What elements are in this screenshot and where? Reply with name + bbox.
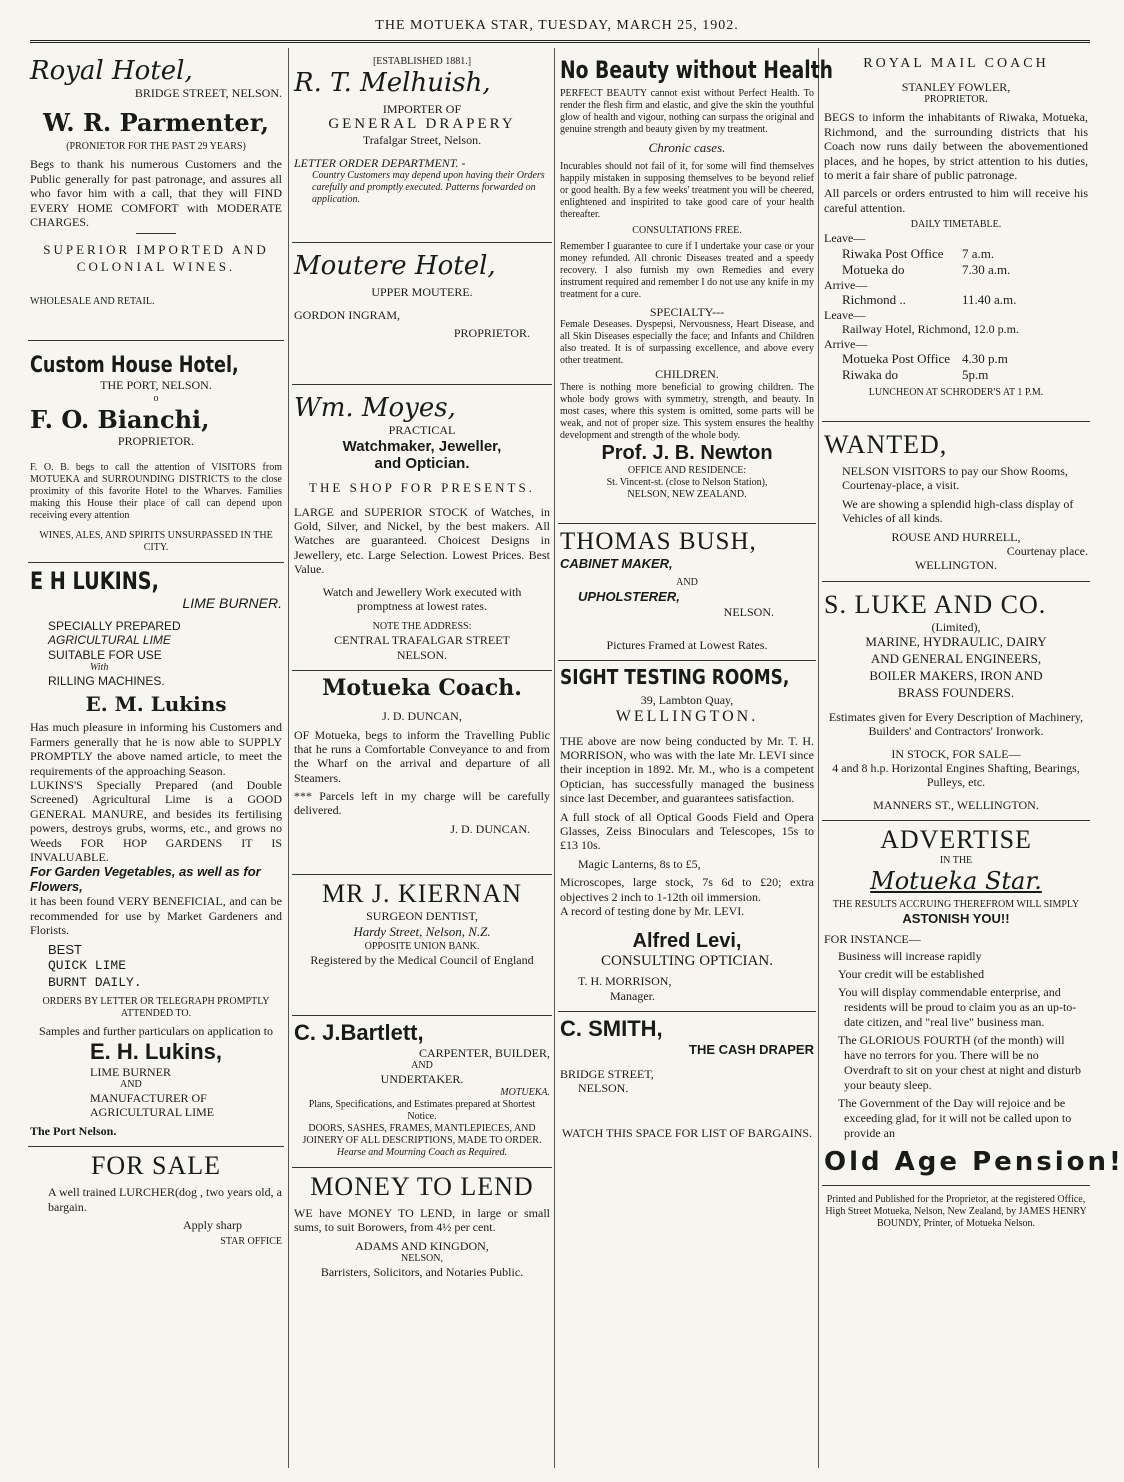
column-1 xyxy=(28,52,284,1472)
royal-hotel-title: Royal Hotel, xyxy=(30,56,193,86)
bartlett-place: MOTUEKA. xyxy=(500,1086,550,1098)
newton-p4: Female Deseases. Dyspepsi, Nervousness, Heart Disease, and all Skin Diseases especially the face; and Infants and Children also treated. It is of surpassing excellence, and above every other treatment. xyxy=(560,319,814,367)
wanted-firm: ROUSE AND HURRELL, xyxy=(891,529,1021,544)
sight-ad xyxy=(558,661,816,1012)
money-city: NELSON, xyxy=(401,1252,443,1264)
bartlett-title: C. J.Bartlett, xyxy=(294,1019,424,1045)
melhuish-address: Trafalgar Street, Nelson. xyxy=(362,133,482,148)
moutere-ad xyxy=(292,243,552,385)
luke-title: S. LUKE AND CO. xyxy=(824,589,1047,619)
bartlett-doors: DOORS, SASHES, FRAMES, MANTLEPIECES, AND JOINERY OF ALL DESCRIPTIONS, MADE TO ORDER. xyxy=(302,1122,542,1146)
moyes-ad xyxy=(292,385,552,671)
bush-title: THOMAS BUSH, xyxy=(560,527,757,555)
masthead: THE MOTUEKA STAR, TUESDAY, MARCH 25, 1902. xyxy=(375,18,739,33)
wanted-city: WELLINGTON. xyxy=(914,558,998,573)
imprint xyxy=(822,1186,1090,1238)
column-divider xyxy=(818,48,819,1468)
royal-hotel-wines: SUPERIOR IMPORTED AND COLONIAL WINES. xyxy=(43,242,269,275)
newton-office: OFFICE AND RESIDENCE: xyxy=(627,464,747,476)
lukins-f2: AND xyxy=(120,1079,142,1090)
lukins-sub: LIME BURNER. xyxy=(182,594,282,611)
bartlett-ad xyxy=(292,1016,552,1168)
newton-p2: Incurables should not fail of it, for some will find themselves happily mistaken in supposing themselves to be beyond relief or good health. By a few weeks' treatment you will be cheered, enlightened and inspirited to take good care of your health thereafter. xyxy=(560,160,814,220)
melhuish-est: [ESTABLISHED 1881.] xyxy=(372,56,472,67)
sight-addr: 39, Lambton Quay, xyxy=(640,693,734,708)
melhuish-importer: IMPORTER OF xyxy=(382,102,462,116)
custom-house-body: F. O. B. begs to call the attention of VISITORS from MOTUEKA and SURROUNDING DISTRICTS to the close proximity of this favorite Hotel to the Wharves. Families making this House their place of call can depend upon receiving every attention xyxy=(30,461,282,521)
moutere-title: Moutere Hotel, xyxy=(294,251,496,282)
newton-specialty: SPECIALTY--- xyxy=(649,304,725,319)
newton-p5: There is nothing more beneficial to growing children. The whole body grows with symmetry, strength, and beauty. In most cases, where this system is omitted, some parts will be weak, and not of proper size. This system ensures the healthy development and strength of the whole body. xyxy=(560,381,814,441)
coach-name: J. D. DUNCAN, xyxy=(382,709,462,724)
custom-house-title: Custom House Hotel, xyxy=(30,353,239,379)
advertise-paper: Motueka Star. xyxy=(870,867,1042,896)
bush-role1: CABINET MAKER, xyxy=(560,555,673,571)
sight-mgr-role: Manager. xyxy=(610,988,655,1003)
smith-sub: THE CASH DRAPER xyxy=(689,1042,814,1058)
for-sale-body: A well trained LURCHER(dog , two years old, a bargain. xyxy=(48,1185,282,1214)
wanted-p1: NELSON VISITORS to pay our Show Rooms, Courtenay-place, a visit. xyxy=(842,464,1068,493)
moutere-place: UPPER MOUTERE. xyxy=(371,285,473,300)
tt-row: Richmond .. 11.40 a.m. xyxy=(842,291,1017,307)
smith-addr: BRIDGE STREET, xyxy=(560,1066,654,1081)
list-item: The Government of the Day will rejoice and be exceeding glad, for it will not be called upon to provide an xyxy=(838,1096,1072,1141)
lukins-best3: BURNT DAILY. xyxy=(48,975,142,991)
melhuish-drapery: GENERAL DRAPERY xyxy=(328,116,516,133)
bush-ad xyxy=(558,524,816,662)
luke-stock: IN STOCK, FOR SALE— xyxy=(891,746,1021,761)
royal-hotel-body: Begs to thank his numerous Customers and the Public generally for past patronage, and assures all who favor him with a call, that they will FIND EVERY HOME COMFORT with MODERATE CHARGES. xyxy=(30,157,282,229)
lukins-body3: it has been found VERY BENEFICIAL, and can be recommended for use by Market Gardeners and Florists. xyxy=(30,894,282,938)
bianchi-role: PROPRIETOR. xyxy=(117,433,195,448)
kiernan-role: SURGEON DENTIST, xyxy=(366,909,478,924)
bartlett-role2: UNDERTAKER. xyxy=(380,1072,464,1087)
custom-house-address: THE PORT, NELSON. xyxy=(100,378,212,393)
moyes-shop: THE SHOP FOR PRESENTS. xyxy=(309,479,535,495)
column-4 xyxy=(822,52,1124,1472)
lukins-l2: AGRICULTURAL LIME xyxy=(48,633,171,648)
advertise-instance: FOR INSTANCE— xyxy=(824,932,921,946)
newton-p3: Remember I guarantee to cure if I undertake your case or your money refunded. All chronic Diseases treated and a speedy recovery. I also furnish my own Remedies and every instrument required and remember I do not use any knife in my treatment for a cure. xyxy=(560,240,814,300)
mail-p1: BEGS to inform the inhabitants of Riwaka, Motueka, Richmond, and the surrounding districts that his Coach now runs daily between the abovementioned places, and he hopes, by strict attention to his duties, to merit a fair share of public patronage. xyxy=(824,110,1088,182)
luke-engines: 4 and 8 h.p. Horizontal Engines Shafting, Bearings, Pulleys, etc. xyxy=(832,760,1080,790)
tt-row: Railway Hotel, Richmond, 12.0 p.m. xyxy=(842,322,1019,337)
money-title: MONEY TO LEND xyxy=(310,1171,534,1201)
mail-p2: All parcels or orders entrusted to him will receive his careful attention. xyxy=(824,186,1088,215)
masthead-rule xyxy=(30,40,1090,43)
parmenter-name: W. R. Parmenter, xyxy=(43,108,269,138)
moyes-trade2: and Optician. xyxy=(374,454,470,472)
kiernan-ad xyxy=(292,875,552,1016)
wanted-p2: We are showing a splendid high-class display of Vehicles of all kinds. xyxy=(842,496,1074,526)
lukins-body2: LUKINS'S Specially Prepared (and Double Screened) Agricultural Lime is a GOOD GENERAL MANURE, and besides its fertilising powers, destroys grubs, worms, etc., and grows no Weeds FOR HOP GARDENS IT IS INVALUABLE. xyxy=(30,778,282,864)
for-sale-title: FOR SALE xyxy=(90,1151,222,1181)
tt-row: Motueka do 7.30 a.m. xyxy=(842,261,1011,277)
royal-hotel-ad xyxy=(28,52,284,341)
custom-house-sep: o xyxy=(153,392,159,404)
sight-p1: THE above are now being conducted by Mr. T. H. MORRISON, who was with the late Mr. LEVI since their inception in 1892. Mr. M., who is a competent Optician, has successfully managed the business since last December, and guarantees satisfaction. xyxy=(560,733,814,806)
bush-pictures: Pictures Framed at Lowest Rates. xyxy=(606,637,768,652)
moyes-repair: Watch and Jewellery Work executed with promptness at lowest rates. xyxy=(322,584,522,613)
money-firm: ADAMS AND KINGDON, xyxy=(355,1238,489,1253)
timetable xyxy=(824,231,1088,383)
list-item: You will display commendable enterprise, and residents will be proud to claim you as an up-to-date citizen, and "real live" business man. xyxy=(838,985,1077,1030)
moutere-role: PROPRIETOR. xyxy=(453,325,530,340)
luke-l2: AND GENERAL ENGINEERS, xyxy=(870,651,1042,667)
advertise-list xyxy=(824,949,1088,1141)
lukins-port: The Port Nelson. xyxy=(30,1123,117,1138)
mail-tt-title: DAILY TIMETABLE. xyxy=(910,219,1002,231)
money-roles: Barristers, Solicitors, and Notaries Public. xyxy=(320,1264,524,1279)
em-lukins-name: E. M. Lukins xyxy=(85,692,227,717)
bartlett-hearse: Hearse and Mourning Coach as Required. xyxy=(336,1146,508,1158)
bartlett-role1: CARPENTER, BUILDER, xyxy=(418,1045,550,1060)
advertise-astonish: ASTONISH YOU!! xyxy=(902,911,1010,927)
royal-hotel-address: BRIDGE STREET, NELSON. xyxy=(134,86,282,100)
lukins-l3: SUITABLE FOR USE xyxy=(48,647,162,662)
lukins-body1: Has much pleasure in informing his Customers and Farmers generally that he is now able to SUPPLY PROMPTLY the above named article, to meet the requirements of the approaching Season. xyxy=(30,720,282,778)
list-item: Your credit will be established xyxy=(838,967,985,982)
luke-ltd: (Limited), xyxy=(931,619,981,634)
coach-title: Motueka Coach. xyxy=(322,675,522,702)
lukins-f3: MANUFACTURER OF xyxy=(90,1091,207,1105)
kiernan-street: Hardy Street, Nelson, N.Z. xyxy=(353,923,491,939)
lukins-best2: QUICK LIME xyxy=(48,958,127,974)
sight-p5: A record of testing done by Mr. LEVI. xyxy=(560,903,745,918)
lukins-garden: For Garden Vegetables, as well as for Flowers, xyxy=(30,864,261,895)
lukins-best1: BEST xyxy=(48,941,82,957)
lukins-f4: AGRICULTURAL LIME xyxy=(90,1105,215,1120)
newton-addr: St. Vincent-st. (close to Nelson Station), xyxy=(606,476,768,488)
luke-l1: MARINE, HYDRAULIC, DAIRY xyxy=(865,634,1047,650)
tt-arrive1: Arrive— xyxy=(824,277,868,292)
melhuish-title: R. T. Melhuish, xyxy=(294,68,491,98)
newton-chronic: Chronic cases. xyxy=(648,140,726,155)
lukins-samples: Samples and further particulars on application to xyxy=(39,1024,273,1039)
newton-children: CHILDREN. xyxy=(655,367,719,382)
wanted-ad xyxy=(822,422,1090,582)
bush-role2: UPHOLSTERER, xyxy=(578,588,680,604)
tt-row: Motueka Post Office 4.30 p.m xyxy=(842,351,1008,367)
lukins-l5: RILLING MACHINES. xyxy=(48,674,165,689)
money-ad xyxy=(292,1168,552,1288)
sight-title: SIGHT TESTING ROOMS, xyxy=(560,665,790,690)
newton-consult: CONSULTATIONS FREE. xyxy=(632,224,742,236)
newton-city: NELSON, NEW ZEALAND. xyxy=(627,488,747,500)
luke-est: Estimates given for Every Description of Machinery, xyxy=(828,709,1084,724)
tt-row: Riwaka do 5p.m xyxy=(842,367,989,383)
bartlett-plans: Plans, Specifications, and Estimates prepared at Shortest Notice. xyxy=(308,1098,536,1122)
parmenter-sub: (PRONIETOR FOR THE PAST 29 YEARS) xyxy=(66,141,246,153)
tt-leave2: Leave— xyxy=(824,307,866,322)
smith-title: C. SMITH, xyxy=(560,1016,663,1042)
moyes-note: NOTE THE ADDRESS: xyxy=(372,621,472,633)
coach-sign: J. D. DUNCAN. xyxy=(450,821,530,836)
moutere-owner: GORDON INGRAM, xyxy=(294,307,401,322)
lukins-f1: LIME BURNER xyxy=(90,1064,171,1079)
column-3 xyxy=(558,52,833,1472)
luke-builders: Builders' and Contractors' Ironwork. xyxy=(868,724,1044,739)
custom-house-ad xyxy=(28,341,284,563)
list-item: The GLORIOUS FOURTH (of the month) will have no terrors for you. There will be no Overdraft to sit on your chest at night and disturb your beauty sleep. xyxy=(838,1033,1081,1093)
moyes-stock: LARGE and SUPERIOR STOCK of Watches, in Gold, Silver, and Nickel, by the best makers. All Watches are guaranteed. Choicest Designs in Jewellery, etc. Large Selection. Lowest Prices. Best Value. xyxy=(294,504,550,577)
newton-p1: PERFECT BEAUTY cannot exist without Perfect Health. To render the flesh firm and elastic, and give the skin the youthful glow of health and vigour, nothing can surpass the original and genuine strength and beauty given by my treatment. xyxy=(560,88,814,135)
bush-city: NELSON. xyxy=(723,605,774,620)
for-sale-apply: Apply sharp xyxy=(183,1217,242,1232)
mail-title: ROYAL MAIL COACH xyxy=(863,56,1049,71)
kiernan-title: MR J. KIERNAN xyxy=(321,879,523,909)
mail-name: STANLEY FOWLER, xyxy=(901,80,1011,94)
wanted-place: Courtenay place. xyxy=(1006,544,1088,559)
newton-name: Prof. J. B. Newton xyxy=(601,441,773,464)
newton-ad xyxy=(558,52,833,524)
melhuish-ad xyxy=(292,52,552,243)
luke-addr: MANNERS ST., WELLINGTON. xyxy=(873,797,1039,812)
coach-body: OF Motueka, begs to inform the Travelling Public that he runs a Comfortable Conveyance to and from the Wharf on the arrival and departure of all Steamers. xyxy=(294,727,550,785)
advertise-ad xyxy=(822,821,1124,1186)
sight-p3: Magic Lanterns, 8s to £5, xyxy=(578,856,701,871)
bush-and: AND xyxy=(676,576,698,588)
column-divider xyxy=(554,48,555,1468)
eh-lukins-name: E. H. Lukins, xyxy=(89,1038,223,1064)
sight-p2: A full stock of all Optical Goods Field and Opera Glasses, Zeiss Binoculars and Telescopes, 15s to £13 10s. xyxy=(560,809,814,853)
column-2 xyxy=(292,52,552,1472)
luke-ad xyxy=(822,582,1090,821)
lukins-ad xyxy=(28,563,284,1147)
bartlett-and: AND xyxy=(411,1060,433,1072)
column-divider xyxy=(288,48,289,1468)
for-sale-office: STAR OFFICE xyxy=(220,1236,282,1248)
coach-parcels: *** Parcels left in my charge will be carefully delivered. xyxy=(294,789,550,818)
luke-l3: BOILER MAKERS, IRON AND xyxy=(869,667,1043,683)
tt-arrive2: Arrive— xyxy=(824,336,868,351)
levi-role: CONSULTING OPTICIAN. xyxy=(601,953,773,970)
sight-mgr: T. H. MORRISON, xyxy=(578,974,672,989)
sight-p4: Microscopes, large stock, 7s 6d to £20; extra objectives 2 inch to 1-12th oil immersion. xyxy=(560,875,814,904)
bianchi-name: F. O. Bianchi, xyxy=(30,404,210,434)
advertise-title: ADVERTISE xyxy=(880,825,1032,855)
lukins-l4: With xyxy=(90,662,109,674)
wanted-title: WANTED, xyxy=(824,430,948,460)
kiernan-reg: Registered by the Medical Council of England xyxy=(310,952,534,967)
lukins-l1: SPECIALLY PREPARED xyxy=(48,618,181,633)
custom-house-wines: WINES, ALES, AND SPIRITS UNSURPASSED IN THE CITY. xyxy=(39,529,273,553)
for-sale-ad xyxy=(28,1147,284,1256)
mail-role: PROPRIETOR. xyxy=(924,94,988,106)
coach-ad xyxy=(292,671,552,875)
levi-name: Alfred Levi, xyxy=(632,930,742,953)
lukins-orders: ORDERS BY LETTER OR TELEGRAPH PROMPTLY ATTENDED TO. xyxy=(42,996,270,1020)
money-body: WE have MONEY TO LEND, in large or small sums, to suit Borowers, from 4½ per cent. xyxy=(294,1205,550,1235)
lukins-title: E H LUKINS, xyxy=(30,566,159,595)
mail-coach-ad xyxy=(822,52,1090,422)
divider xyxy=(136,233,176,234)
sight-city: WELLINGTON. xyxy=(615,707,759,725)
smith-ad xyxy=(558,1012,816,1148)
mail-lunch: LUNCHEON AT SCHRODER'S AT 1 P.M. xyxy=(868,387,1044,399)
luke-l4: BRASS FOUNDERS. xyxy=(897,684,1015,700)
melhuish-dept: LETTER ORDER DEPARTMENT. - xyxy=(294,155,466,170)
melhuish-dept-body: Country Customers may depend upon having their Orders carefully and promptly executed. Patterns forwarded on application. xyxy=(312,170,545,206)
newton-headline: No Beauty without Health xyxy=(560,56,833,84)
moyes-practical: PRACTICAL xyxy=(388,423,456,438)
tt-row: Riwaka Post Office 7 a.m. xyxy=(842,245,995,261)
advertise-in: IN THE xyxy=(939,855,973,867)
royal-hotel-wholesale: WHOLESALE AND RETAIL. xyxy=(30,296,155,308)
kiernan-opp: OPPOSITE UNION BANK. xyxy=(364,940,480,952)
moyes-addr1: CENTRAL TRAFALGAR STREET xyxy=(334,633,510,648)
list-item: Business will increase rapidly xyxy=(838,949,982,964)
moyes-trade1: Watchmaker, Jeweller, xyxy=(342,437,502,455)
imprint-text: Printed and Published for the Proprietor, at the registered Office, High Street Motueka, Nelson, New Zealand, by JAMES HENRY BOUNDY, Printer, of Motueka Nelson. xyxy=(825,1194,1087,1230)
smith-watch: WATCH THIS SPACE FOR LIST OF BARGAINS. xyxy=(561,1125,813,1140)
tt-leave1: Leave— xyxy=(824,231,866,246)
pension-headline: Old Age Pension! xyxy=(824,1147,1124,1178)
smith-city: NELSON. xyxy=(578,1081,629,1096)
advertise-results: THE RESULTS ACCRUING THEREFROM WILL SIMPLY xyxy=(832,899,1080,911)
moyes-addr2: NELSON. xyxy=(396,647,448,662)
moyes-title: Wm. Moyes, xyxy=(294,393,456,424)
